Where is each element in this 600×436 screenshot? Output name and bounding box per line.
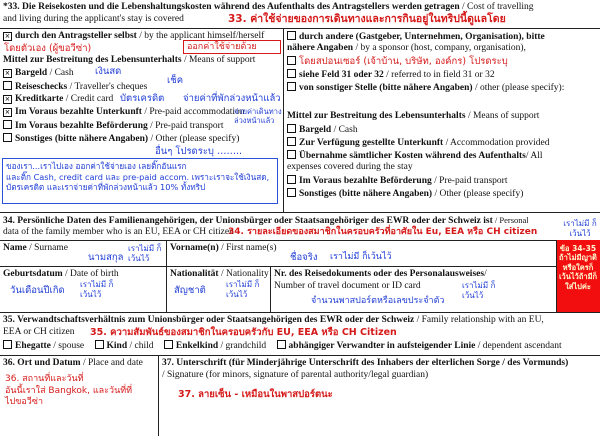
checkbox-icon[interactable] [3,120,12,129]
divider [0,212,600,213]
checkbox-checked-icon[interactable] [3,32,12,41]
relationship-options [3,340,562,352]
option-dependent-ascendant[interactable]: abhängiger Verwandter in aufsteigender Linie / dependent ascendant [277,341,562,351]
option-all-expenses[interactable]: Übernahme sämtlicher Kosten während des Aufenthalts/ All [287,150,543,162]
divider [283,28,284,212]
section34-title-line2: data of the family member who is an EU, EEA or CH citizen [3,227,234,237]
divider [0,266,556,267]
section33-title-de: *33. Die Reisekosten und die Lebenshaltungskosten während des Aufenthalts des Antragstellers werden getragen [3,2,460,12]
section33-header-line2: and living during the applicant's stay is covered [3,14,184,24]
checkbox-icon[interactable] [3,81,12,90]
checkbox-icon[interactable] [287,69,296,78]
option-other-left[interactable]: Sonstiges (bitte nähere Angaben) / Other (please specify) [3,133,239,145]
note-dob: วันเดือนปีเกิด [10,285,65,296]
option-by-sponsor[interactable]: durch andere (Gastgeber, Unternehmen, Organisation), bitte [287,31,545,43]
note-sponsor: โดยสปอนเซอร์ (เจ้าบ้าน, บริษัท, องค์กร) โปรดระบุ [299,56,508,67]
note-cash: เงินสด [95,66,122,77]
option-field-31-32[interactable]: siehe Feld 31 oder 32 / referred to in field 31 or 32 [287,69,495,81]
checkbox-checked-icon[interactable] [3,108,12,117]
checkbox-icon[interactable] [287,124,296,133]
section36-note: 36. สถานที่และวันที่ อันนี้เราใส่ Bangkok, และวันที่ที่ ไปขอวีซ่า [5,374,133,408]
checkbox-checked-icon[interactable] [3,95,12,104]
option-child[interactable]: Kind / child [95,341,154,351]
checkbox-icon[interactable] [277,340,286,349]
section35-title-line2: EEA or CH citizen [3,327,75,337]
red-note-box: ข้อ 34-35 ถ้าไม่มีญาติหรือใครก็เว้นไว้ถ้ามีก็ใส่ไปค่ะ [556,240,600,312]
checkbox-icon[interactable] [3,133,12,142]
field-signature-en: / Signature (for minors, signature of parental authority/legal guardian) [162,370,429,380]
divider [158,355,159,436]
note-first-name-na: เราไม่มี ก็เว้นไว้ [330,252,392,262]
note-prepaid-transport: จ่ายค่าเดินทาง ล่วงหน้าแล้ว [234,107,282,125]
divider [556,240,557,312]
checkbox-icon[interactable] [287,150,296,159]
note-travel-document: จำนวนพาสปอร์ตหรือเลขประจำตัว [311,296,445,306]
note-cheque: เช็ค [167,75,184,86]
note-other: อื่นๆ โปรดระบุ …….. [155,146,243,157]
note-pay-self: ออกค่าใช้จ่ายด้วย [187,42,257,52]
note-surname: นามสกุล [88,252,124,263]
field-first-name[interactable]: Vorname(n) / First name(s) [170,243,277,253]
checkbox-icon[interactable] [287,175,296,184]
checkbox-icon[interactable] [164,340,173,349]
option-grandchild[interactable]: Enkelkind / grandchild [164,341,266,351]
all-expenses-line2: expenses covered during the stay [287,162,413,172]
note-surname-na: เราไม่มี ก็เว้นไว้ [128,244,162,263]
section37-note: 37. ลายเซ็น - เหมือนในพาสปอร์ตนะ [178,389,333,400]
checkbox-icon[interactable] [3,340,12,349]
divider [270,266,271,312]
note-prepaid-acc: จ่ายค่าที่พักล่วงหน้าแล้ว [183,93,281,104]
checkbox-icon[interactable] [287,188,296,197]
field-date-of-birth[interactable]: Geburtsdatum / Date of birth [3,269,119,279]
divider [0,240,556,241]
section33-header [3,2,534,13]
option-spouse[interactable]: Ehegatte / spouse [3,341,84,351]
option-other-source[interactable]: von sonstiger Stelle (bitte nähere Angaben) / other (please specify): [287,82,564,94]
option-prepaid-transport-right[interactable]: Im Voraus bezahlte Beförderung / Pre-paid transport [287,175,507,187]
option-credit-card[interactable]: ×Kreditkarte / Credit card [3,94,113,105]
explanation-text: ของเรา...เราไปเอง ออกค่าใช้จ่ายเอง เลยติ๊กอันแรก และติ๊ก Cash, credit card และ pre-paid accom. เพราะเราจะใช้เงินสด, บัตรเครดิต และเราจ่ายค่าที่พักล่วงหน้าแล้ว 10% ทั้งทริป [6,161,270,193]
sponsor-line2: nähere Angaben / by a sponsor (host, company, organisation), [287,43,526,53]
option-other-right[interactable]: Sonstiges (bitte nähere Angaben) / Other (please specify) [287,188,523,200]
field-nationality[interactable]: Nationalität / Nationality [170,269,269,279]
section34-title: 34. Persönliche Daten des Familienangehörigen, der Unionsbürger oder Staatsangehöriger des EWR oder der Schweiz ist / Personal [3,215,529,226]
field-travel-document[interactable]: Nr. des Reisedokuments oder des Personalausweises/ [274,269,487,279]
means-of-support-left: Mittel zur Bestreitung des Lebensunterhalts / Means of support [3,55,256,65]
note-credit: บัตรเครดิต [120,93,165,104]
option-cash-right[interactable]: Bargeld / Cash [287,124,358,136]
checkbox-checked-icon[interactable] [3,69,12,78]
option-prepaid-accommodation[interactable]: ×Im Voraus bezahlte Unterkunft / Pre-paid accommodation [3,107,245,118]
checkbox-icon[interactable] [95,340,104,349]
field-surname[interactable]: Name / Surname [3,243,68,253]
section35-title: 35. Verwandtschaftsverhältnis zum Unionsbürger oder Staatsangehörigen des EWR oder der Schweiz / Family relationship with an EU, [3,315,544,325]
option-prepaid-transport-left[interactable]: Im Voraus bezahlte Beförderung / Pre-paid transport [3,120,223,132]
option-travellers-cheques[interactable]: Reiseschecks / Traveller's cheques [3,81,147,93]
section34-thai-note: 34. รายละเอียดของสมาชิกในครอบครัวที่อาศัยใน Eu, EEA หรือ CH citizen [228,227,538,237]
field-place-date[interactable]: 36. Ort und Datum / Place and date [3,358,143,368]
option-accommodation-provided[interactable]: Zur Verfügung gestellte Unterkunft / Accommodation provided [287,137,550,149]
section33-thai-note: 33. ค่าใช้จ่ายของการเดินทางและการกินอยู่ในทริปนี้ดูแลโดย [228,13,506,25]
note-dob-na: เราไม่มี ก็เว้นไว้ [80,280,114,299]
note-not-applicable: เราไม่มี ก็เว้นไว้ [563,219,597,238]
checkbox-icon[interactable] [287,31,296,40]
note-travel-document-na: เราไม่มี ก็เว้นไว้ [462,281,496,300]
means-of-support-right: Mittel zur Bestreitung des Lebensunterhalts / Means of support [287,111,540,121]
section35-thai-note: 35. ความสัมพันธ์ของสมาชิกในครอบครัวกับ EU, EEA หรือ CH Citizen [90,327,397,338]
checkbox-icon[interactable] [287,137,296,146]
divider [0,355,600,356]
divider [166,240,167,312]
section33-title-en: / Cost of travelling [459,2,534,12]
note-by-self: โดยตัวเอง (ผู้ขอวีซ่า) [4,43,92,54]
divider [0,28,600,29]
field-signature[interactable]: 37. Unterschrift (für Minderjährige Unterschrift des Inhabers der elterlichen Sorge / des Vormunds) [162,358,569,368]
field-travel-document-en: Number of travel document or ID card [274,281,421,291]
checkbox-icon[interactable] [287,56,296,65]
option-cash-left[interactable]: ×Bargeld / Cash [3,68,74,79]
divider [0,312,600,313]
annotation-box-red [183,40,281,54]
note-nationality: สัญชาติ [174,285,206,296]
checkbox-icon[interactable] [287,82,296,91]
option-by-applicant[interactable]: ×durch den Antragsteller selbst / by the applicant himself/herself [3,31,264,42]
note-nationality-na: เราไม่มี ก็เว้นไว้ [226,280,260,299]
sponsor-thai-row [287,56,508,68]
note-first-name: ชื่อจริง [290,252,318,263]
